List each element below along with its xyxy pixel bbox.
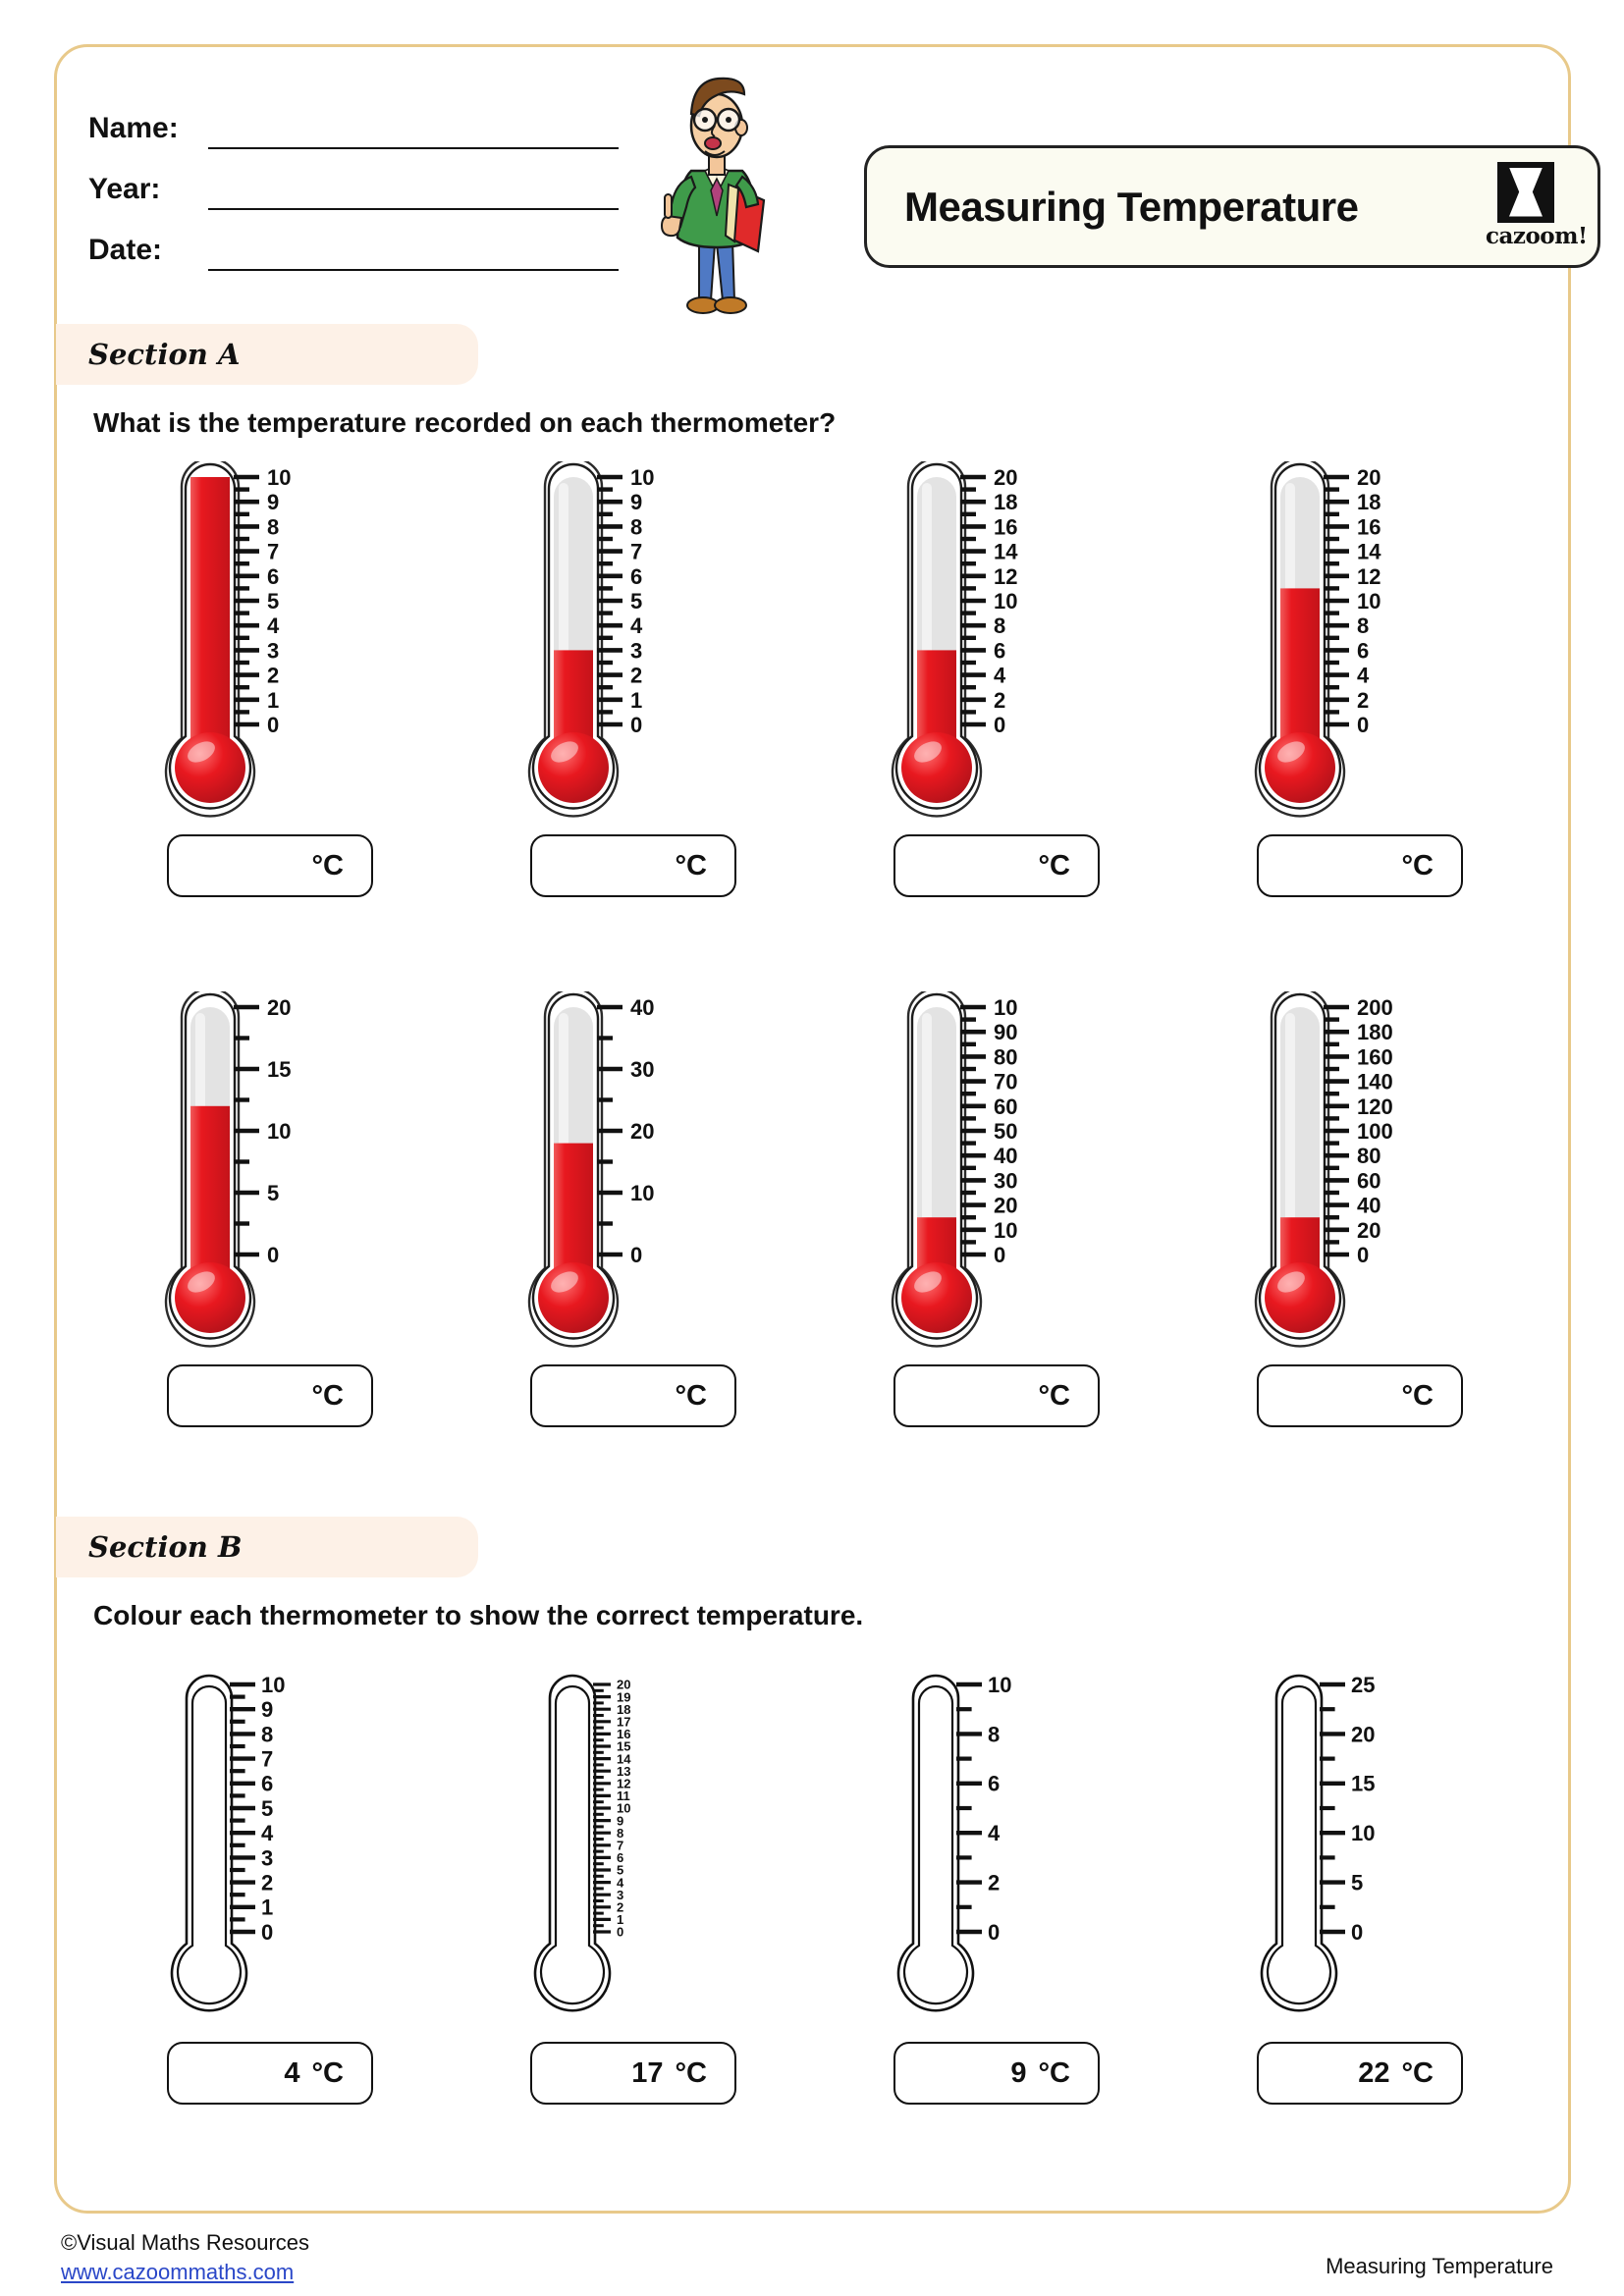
answer-unit-b2: °C	[675, 2056, 707, 2089]
svg-text:2: 2	[994, 687, 1006, 713]
svg-text:8: 8	[617, 1825, 624, 1841]
svg-text:2: 2	[261, 1870, 274, 1896]
svg-text:19: 19	[617, 1689, 631, 1705]
svg-text:10: 10	[630, 465, 655, 490]
svg-text:0: 0	[994, 1243, 1006, 1267]
svg-text:20: 20	[617, 1677, 631, 1692]
thermometer-b3[interactable]	[884, 1669, 1110, 2042]
thermometer-cell-b4	[1178, 1669, 1542, 2105]
svg-text:3: 3	[267, 638, 280, 664]
section-a-row-2	[88, 991, 1542, 1427]
thermometer-a3	[884, 461, 1110, 834]
svg-text:14: 14	[1357, 539, 1381, 564]
svg-text:20: 20	[1357, 465, 1381, 490]
svg-text:11: 11	[617, 1789, 630, 1804]
svg-text:10: 10	[630, 1181, 655, 1205]
answer-unit-b4: °C	[1401, 2056, 1434, 2089]
svg-text:14: 14	[617, 1751, 631, 1767]
section-a-prompt: What is the temperature recorded on each thermometer?	[93, 407, 837, 438]
answer-unit-a8: °C	[1401, 1379, 1434, 1412]
answer-value-b2: 17	[631, 2056, 664, 2089]
page-title: Measuring Temperature	[904, 183, 1359, 230]
thermometer-a2	[520, 461, 746, 834]
svg-text:20: 20	[994, 1193, 1018, 1218]
svg-text:0: 0	[617, 1924, 624, 1940]
svg-text:3: 3	[617, 1887, 624, 1902]
svg-text:180: 180	[1357, 1020, 1393, 1045]
thermometer-b4[interactable]	[1247, 1669, 1473, 2042]
svg-text:5: 5	[630, 589, 643, 614]
svg-text:8: 8	[267, 514, 280, 540]
svg-text:10: 10	[994, 995, 1018, 1020]
section-b-tab	[56, 1517, 478, 1577]
section-a-row-1	[88, 461, 1542, 897]
svg-text:160: 160	[1357, 1044, 1393, 1070]
svg-text:8: 8	[261, 1722, 274, 1747]
svg-text:18: 18	[994, 490, 1018, 515]
svg-text:5: 5	[267, 1181, 280, 1205]
thermometer-a8	[1247, 991, 1473, 1364]
svg-text:0: 0	[630, 713, 643, 737]
svg-text:2: 2	[1357, 687, 1370, 713]
thermometer-cell-a2	[452, 461, 815, 897]
name-field-row	[88, 88, 638, 149]
svg-text:7: 7	[261, 1746, 274, 1772]
svg-text:3: 3	[261, 1845, 274, 1871]
thermometer-a6	[520, 991, 746, 1364]
svg-text:8: 8	[988, 1722, 1001, 1747]
svg-text:4: 4	[267, 614, 280, 639]
svg-text:8: 8	[994, 614, 1006, 639]
svg-text:8: 8	[1357, 614, 1370, 639]
svg-text:17: 17	[617, 1714, 631, 1730]
thermometer-a7	[884, 991, 1110, 1364]
svg-text:50: 50	[994, 1119, 1018, 1144]
thermometer-cell-a4	[1178, 461, 1542, 897]
answer-box-a2[interactable]	[530, 834, 736, 897]
date-field-row	[88, 210, 638, 271]
svg-text:40: 40	[994, 1144, 1018, 1169]
svg-text:15: 15	[267, 1057, 292, 1082]
svg-text:9: 9	[267, 490, 280, 515]
svg-text:60: 60	[994, 1094, 1018, 1119]
svg-text:200: 200	[1357, 995, 1393, 1020]
thermometer-cell-a7	[815, 991, 1178, 1427]
svg-text:5: 5	[1351, 1870, 1364, 1896]
answer-value-b3: 9	[1010, 2056, 1027, 2089]
footer-sheet-title: Measuring Temperature	[1326, 2254, 1553, 2278]
svg-text:6: 6	[988, 1771, 1001, 1796]
thermometer-a4	[1247, 461, 1473, 834]
section-a-tab	[56, 324, 478, 385]
answer-box-a8[interactable]	[1257, 1364, 1463, 1427]
svg-text:10: 10	[994, 589, 1018, 614]
svg-text:8: 8	[630, 514, 643, 540]
svg-text:18: 18	[617, 1701, 631, 1717]
svg-text:1: 1	[617, 1912, 624, 1928]
answer-unit-a7: °C	[1038, 1379, 1070, 1412]
answer-box-b3[interactable]	[893, 2042, 1100, 2105]
svg-text:6: 6	[617, 1850, 624, 1866]
svg-text:10: 10	[1351, 1821, 1376, 1846]
svg-text:7: 7	[630, 539, 643, 564]
svg-text:12: 12	[1357, 563, 1381, 589]
year-input-line[interactable]	[208, 171, 619, 210]
svg-text:2: 2	[630, 663, 643, 688]
section-a-label: Section A	[88, 338, 241, 371]
student-info-fields	[88, 88, 638, 271]
svg-text:60: 60	[1357, 1168, 1381, 1194]
logo-wordmark: cazoom!	[1486, 222, 1588, 249]
answer-value-b1: 4	[284, 2056, 300, 2089]
svg-text:7: 7	[267, 539, 280, 564]
answer-box-a1[interactable]	[167, 834, 373, 897]
svg-text:10: 10	[261, 1672, 286, 1697]
svg-text:10: 10	[994, 1217, 1018, 1243]
answer-box-b4[interactable]	[1257, 2042, 1463, 2105]
svg-text:5: 5	[267, 589, 280, 614]
thermometer-b2[interactable]	[520, 1669, 746, 2042]
svg-text:2: 2	[267, 663, 280, 688]
svg-text:16: 16	[994, 514, 1018, 540]
svg-text:0: 0	[994, 713, 1006, 737]
answer-box-a6[interactable]	[530, 1364, 736, 1427]
svg-text:0: 0	[267, 1243, 280, 1267]
svg-text:25: 25	[1351, 1672, 1376, 1697]
thermometer-cell-a1	[88, 461, 452, 897]
year-field-row	[88, 149, 638, 210]
svg-text:80: 80	[1357, 1144, 1381, 1169]
svg-text:20: 20	[267, 995, 292, 1020]
svg-text:0: 0	[1357, 713, 1370, 737]
thermometer-a5	[157, 991, 383, 1364]
svg-text:1: 1	[267, 687, 280, 713]
thermometer-b1[interactable]	[157, 1669, 383, 2042]
title-box	[864, 145, 1600, 268]
svg-text:6: 6	[994, 638, 1006, 664]
svg-text:0: 0	[1357, 1243, 1370, 1267]
worksheet-header	[88, 69, 1588, 294]
svg-text:0: 0	[267, 713, 280, 737]
answer-unit-a1: °C	[311, 849, 344, 881]
thermometer-cell-b1	[88, 1669, 452, 2105]
thermometer-a1	[157, 461, 383, 834]
svg-text:30: 30	[994, 1168, 1018, 1194]
section-b-prompt: Colour each thermometer to show the correct temperature.	[93, 1600, 864, 1630]
footer-credits	[61, 2228, 309, 2286]
svg-text:10: 10	[988, 1672, 1012, 1697]
svg-text:9: 9	[630, 490, 643, 515]
svg-text:1: 1	[630, 687, 643, 713]
website-link[interactable]: www.cazoommaths.com	[61, 2259, 295, 2284]
answer-box-b2[interactable]	[530, 2042, 736, 2105]
answer-unit-b3: °C	[1038, 2056, 1070, 2089]
svg-text:12: 12	[617, 1776, 631, 1791]
svg-text:16: 16	[1357, 514, 1381, 540]
date-label: Date:	[88, 234, 163, 266]
answer-box-a4[interactable]	[1257, 834, 1463, 897]
svg-text:0: 0	[988, 1919, 1001, 1945]
thermometer-cell-a8	[1178, 991, 1542, 1427]
svg-text:15: 15	[617, 1738, 631, 1754]
svg-text:4: 4	[630, 614, 643, 639]
answer-box-a7[interactable]	[893, 1364, 1100, 1427]
svg-text:40: 40	[1357, 1193, 1381, 1218]
cazoom-logo	[1480, 160, 1588, 254]
name-label: Name:	[88, 112, 179, 144]
svg-text:90: 90	[994, 1020, 1018, 1045]
answer-unit-a3: °C	[1038, 849, 1070, 881]
svg-text:6: 6	[1357, 638, 1370, 664]
svg-text:16: 16	[617, 1727, 631, 1742]
svg-text:100: 100	[1357, 1119, 1393, 1144]
svg-text:20: 20	[630, 1119, 655, 1144]
svg-text:10: 10	[267, 465, 292, 490]
name-input-line[interactable]	[208, 110, 619, 149]
svg-text:5: 5	[261, 1795, 274, 1821]
svg-text:4: 4	[261, 1821, 274, 1846]
answer-unit-a5: °C	[311, 1379, 344, 1412]
section-b-row-1	[88, 1669, 1542, 2105]
answer-unit-b1: °C	[311, 2056, 344, 2089]
svg-text:5: 5	[617, 1862, 624, 1878]
svg-text:6: 6	[630, 563, 643, 589]
svg-text:120: 120	[1357, 1094, 1393, 1119]
svg-text:9: 9	[261, 1697, 274, 1723]
svg-text:2: 2	[617, 1899, 624, 1915]
svg-text:20: 20	[1357, 1217, 1381, 1243]
answer-unit-a2: °C	[675, 849, 707, 881]
svg-text:14: 14	[994, 539, 1018, 564]
copyright-text: ©Visual Maths Resources	[61, 2230, 310, 2255]
svg-text:4: 4	[994, 663, 1006, 688]
answer-value-b4: 22	[1358, 2056, 1390, 2089]
svg-text:6: 6	[267, 563, 280, 589]
svg-text:13: 13	[617, 1763, 631, 1779]
svg-text:1: 1	[261, 1895, 274, 1920]
answer-box-b1[interactable]	[167, 2042, 373, 2105]
svg-text:4: 4	[1357, 663, 1370, 688]
svg-text:2: 2	[988, 1870, 1001, 1896]
svg-text:30: 30	[630, 1057, 655, 1082]
answer-unit-a6: °C	[675, 1379, 707, 1412]
thermometer-cell-a5	[88, 991, 452, 1427]
svg-text:0: 0	[261, 1919, 274, 1945]
svg-text:0: 0	[1351, 1919, 1364, 1945]
svg-text:70: 70	[994, 1069, 1018, 1095]
svg-text:10: 10	[267, 1119, 292, 1144]
svg-text:10: 10	[1357, 589, 1381, 614]
svg-text:18: 18	[1357, 490, 1381, 515]
svg-text:0: 0	[630, 1243, 643, 1267]
svg-text:10: 10	[617, 1800, 631, 1816]
date-input-line[interactable]	[208, 232, 619, 271]
answer-unit-a4: °C	[1401, 849, 1434, 881]
svg-text:140: 140	[1357, 1069, 1393, 1095]
thermometer-cell-b3	[815, 1669, 1178, 2105]
answer-box-a5[interactable]	[167, 1364, 373, 1427]
svg-text:4: 4	[988, 1821, 1001, 1846]
svg-text:6: 6	[261, 1771, 274, 1796]
section-b-label: Section B	[88, 1530, 243, 1564]
thermometer-cell-a6	[452, 991, 815, 1427]
svg-text:3: 3	[630, 638, 643, 664]
thermometer-cell-a3	[815, 461, 1178, 897]
svg-text:40: 40	[630, 995, 655, 1020]
svg-text:15: 15	[1351, 1771, 1376, 1796]
svg-text:4: 4	[617, 1875, 624, 1891]
answer-box-a3[interactable]	[893, 834, 1100, 897]
svg-text:7: 7	[617, 1838, 624, 1853]
svg-text:20: 20	[994, 465, 1018, 490]
teacher-illustration-icon	[648, 69, 785, 324]
thermometer-cell-b2	[452, 1669, 815, 2105]
svg-text:9: 9	[617, 1813, 624, 1829]
svg-text:12: 12	[994, 563, 1018, 589]
svg-text:80: 80	[994, 1044, 1018, 1070]
year-label: Year:	[88, 173, 161, 205]
svg-text:20: 20	[1351, 1722, 1376, 1747]
